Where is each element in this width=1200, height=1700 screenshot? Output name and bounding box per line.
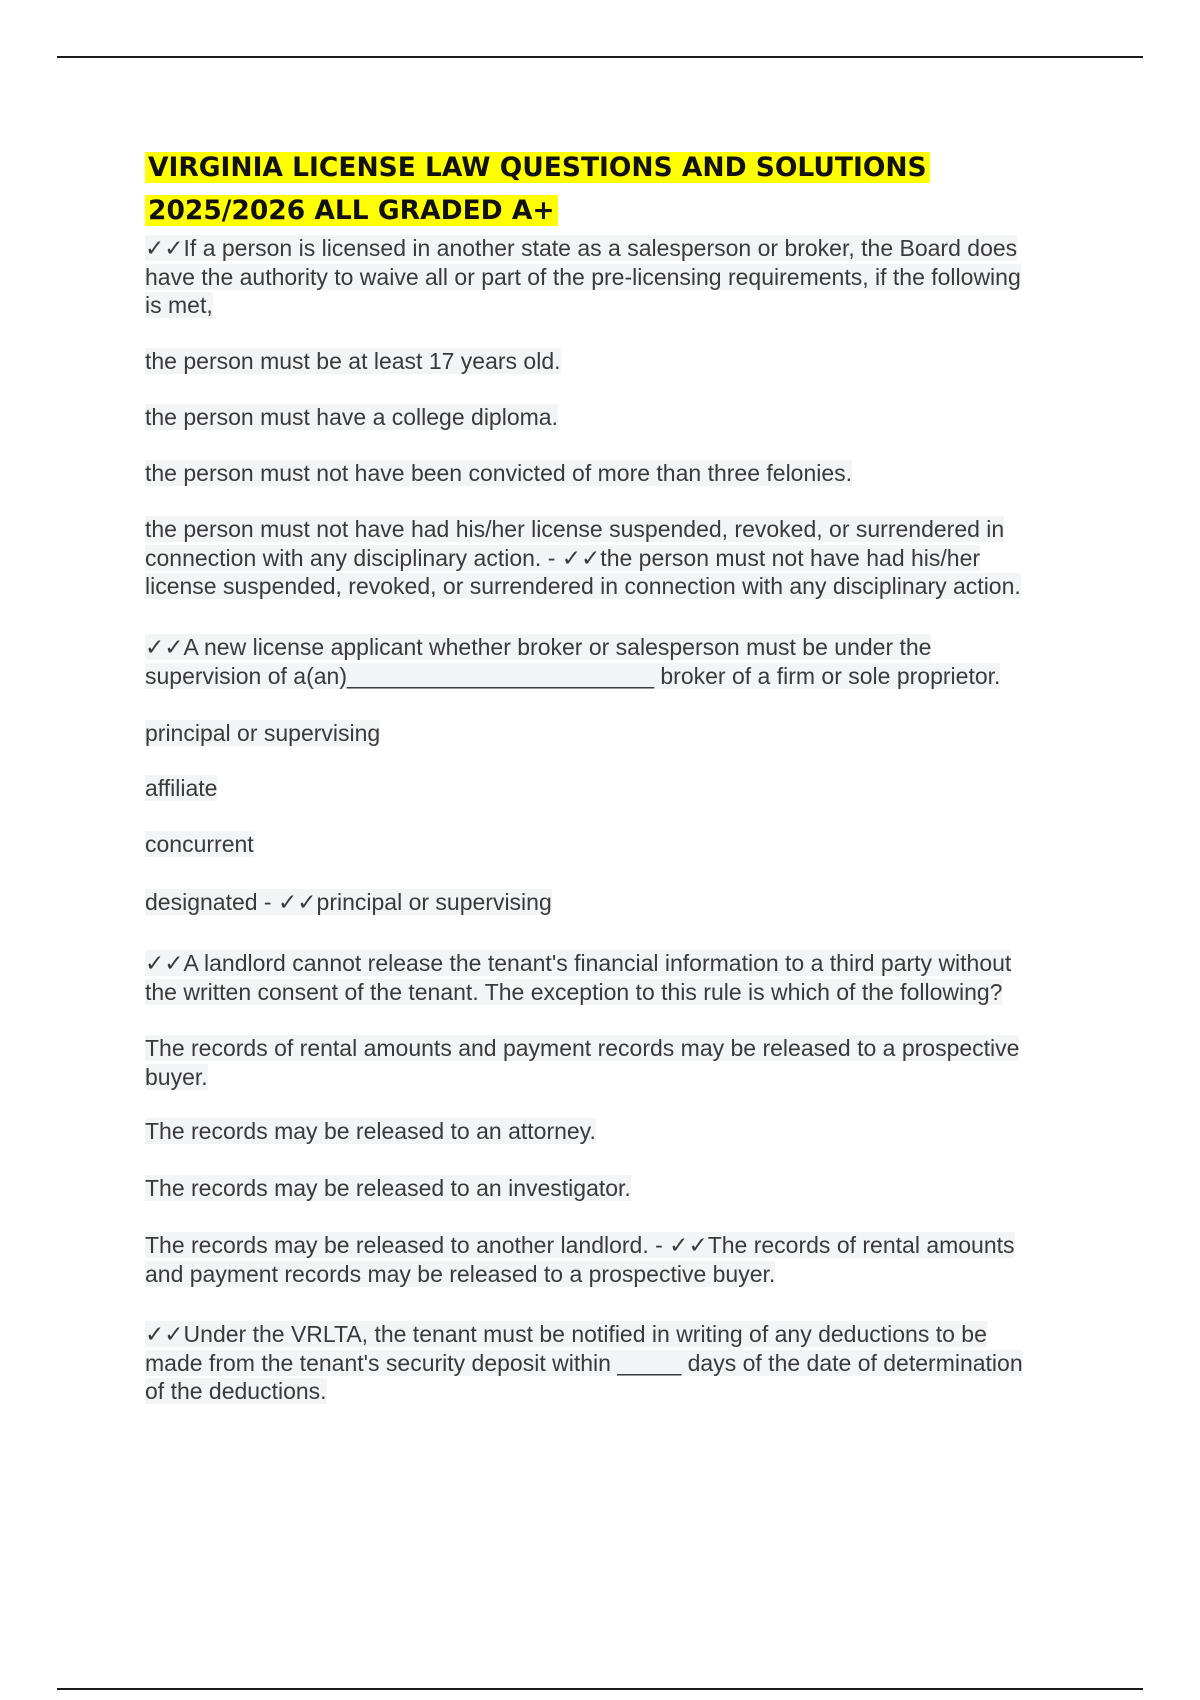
- question-4-line-3: of the deductions.: [145, 1378, 327, 1404]
- option-text: the person must have a college diploma.: [145, 404, 558, 430]
- question-1-line-3: is met,: [145, 292, 213, 318]
- option-line-1: The records may be released to another landlord. - ✓✓The records of rental amounts: [145, 1232, 1015, 1258]
- option-text: the person must be at least 17 years old.: [145, 348, 561, 374]
- option-text: the person must not have been convicted of more than three felonies.: [145, 460, 853, 486]
- option-line-1: The records of rental amounts and payment records may be released to a prospective: [145, 1035, 1020, 1061]
- question-3-line-2: the written consent of the tenant. The exception to this rule is which of the following?: [145, 978, 1003, 1005]
- question-1-option-3: [145, 459, 852, 488]
- question-3: [145, 949, 1011, 1006]
- option-text: concurrent: [145, 831, 254, 857]
- question-2-option-2: [145, 774, 217, 803]
- question-2-line-2: supervision of a(an)________________________ broker of a firm or sole proprietor.: [145, 662, 1001, 689]
- question-3-option-4-answer: [145, 1231, 1015, 1288]
- question-1: [145, 234, 1021, 320]
- question-3-line-1: ✓✓A landlord cannot release the tenant's financial information to a third party without: [145, 950, 1012, 976]
- document-title: [145, 146, 930, 232]
- question-3-option-2: [145, 1117, 596, 1146]
- option-text: The records may be released to an attorney.: [145, 1118, 596, 1144]
- bottom-rule: [57, 1688, 1143, 1690]
- top-rule: [57, 56, 1143, 58]
- question-3-option-1: [145, 1034, 1019, 1091]
- option-text: affiliate: [145, 775, 218, 801]
- question-3-option-3: [145, 1174, 631, 1203]
- option-line-3: license suspended, revoked, or surrendered in connection with any disciplinary action.: [145, 573, 1021, 599]
- title-line-1: VIRGINIA LICENSE LAW QUESTIONS AND SOLUTIONS: [145, 152, 930, 183]
- question-1-line-2: have the authority to waive all or part of the pre-licensing requirements, if the following: [145, 263, 1021, 290]
- option-line-1: the person must not have had his/her license suspended, revoked, or surrendered in: [145, 516, 1005, 542]
- question-1-option-1: [145, 347, 561, 376]
- question-4: [145, 1320, 1023, 1406]
- question-4-line-2: made from the tenant's security deposit within _____ days of the date of determination: [145, 1349, 1023, 1376]
- question-4-line-1: ✓✓Under the VRLTA, the tenant must be notified in writing of any deductions to be: [145, 1321, 987, 1347]
- question-2-option-1: [145, 719, 380, 748]
- option-line-2: and payment records may be released to a prospective buyer.: [145, 1260, 776, 1287]
- option-text: principal or supervising: [145, 720, 381, 746]
- question-2: [145, 633, 1000, 690]
- question-2-line-1: ✓✓A new license applicant whether broker or salesperson must be under the: [145, 634, 932, 660]
- option-line-2: buyer.: [145, 1063, 208, 1090]
- option-text: designated - ✓✓principal or supervising: [145, 889, 552, 915]
- question-2-option-4-answer: [145, 888, 552, 917]
- title-line-2: 2025/2026 ALL GRADED A+: [145, 195, 558, 226]
- option-line-2: connection with any disciplinary action. - ✓✓the person must not have had his/her: [145, 544, 981, 571]
- question-1-option-2: [145, 403, 558, 432]
- option-text: The records may be released to an investigator.: [145, 1175, 631, 1201]
- question-2-option-3: [145, 830, 254, 859]
- question-1-option-4-answer: [145, 515, 1021, 601]
- question-1-line-1: ✓✓If a person is licensed in another state as a salesperson or broker, the Board does: [145, 235, 1018, 261]
